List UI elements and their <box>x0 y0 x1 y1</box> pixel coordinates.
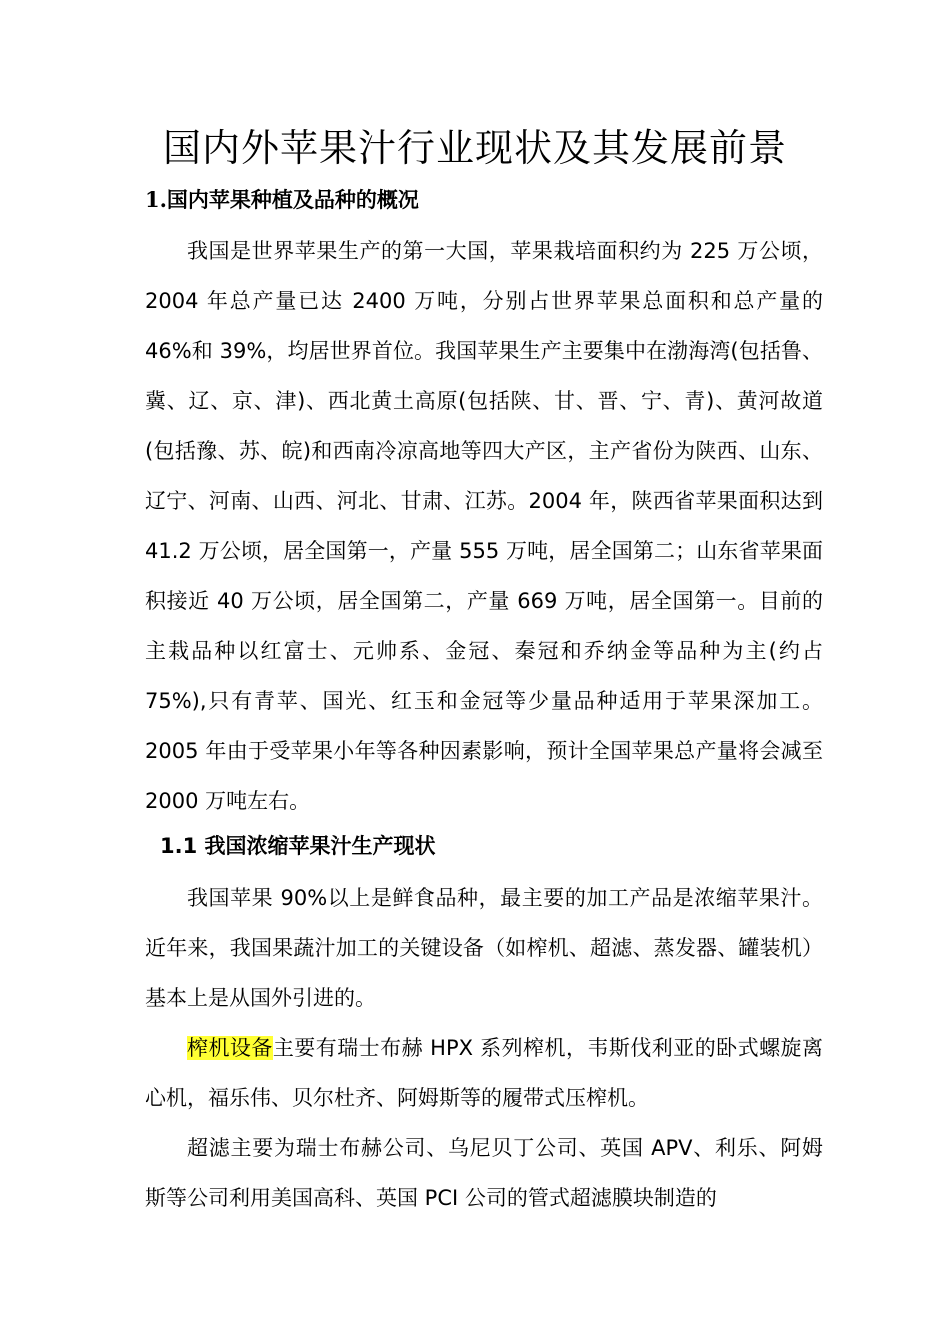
highlighted-text: 榨机设备 <box>187 1036 273 1060</box>
body-paragraph: 我国苹果 90%以上是鲜食品种，最主要的加工产品是浓缩苹果汁。近年来，我国果蔬汁加工的关键设备（如榨机、超滤、蒸发器、罐装机）基本上是从国外引进的。 <box>145 886 823 1010</box>
document-title: 国内外苹果汁行业现状及其发展前景 <box>162 126 787 170</box>
subsection-heading: 1.1 我国浓缩苹果汁生产现状 <box>160 834 436 858</box>
body-paragraph <box>145 1023 823 1123</box>
paragraph-text: 主要有瑞士布赫 HPX 系列榨机，韦斯伐利亚的卧式螺旋离心机，福乐伟、贝尔杜齐、阿姆斯等的履带式压榨机。 <box>145 1036 823 1110</box>
body-paragraph: 我国是世界苹果生产的第一大国，苹果栽培面积约为 225 万公顷，2004 年总产量已达 2400 万吨，分别占世界苹果总面积和总产量的 46%和 39%，均居世界首位。我国苹果生产主要集中在渤海湾(包括鲁、冀、辽、京、津)、西北黄土高原(包括陕、甘、晋、宁、青)、黄河故道(包括豫、苏、皖)和西南冷凉高地等四大产区，主产省份为陕西、山东、辽宁、河南、山西、河北、甘肃、江苏。2004 年，陕西省苹果面积达到 41.2 万公顷，居全国第一，产量 555 万吨，居全国第二；山东省苹果面积接近 40 万公顷，居全国第二，产量 669 万吨，居全国第一。目前的主栽品种以红富士、元帅系、金冠、秦冠和乔纳金等品种为主(约占 75%),只有青苹、国光、红玉和金冠等少量品种适用于苹果深加工。2005 年由于受苹果小年等各种因素影响，预计全国苹果总产量将会减至 2000 万吨左右。 <box>145 239 823 813</box>
section-heading: 1.国内苹果种植及品种的概况 <box>145 187 419 212</box>
body-paragraph: 超滤主要为瑞士布赫公司、乌尼贝丁公司、英国 APV、利乐、阿姆斯等公司利用美国高科、英国 PCI 公司的管式超滤膜块制造的 <box>145 1136 823 1210</box>
